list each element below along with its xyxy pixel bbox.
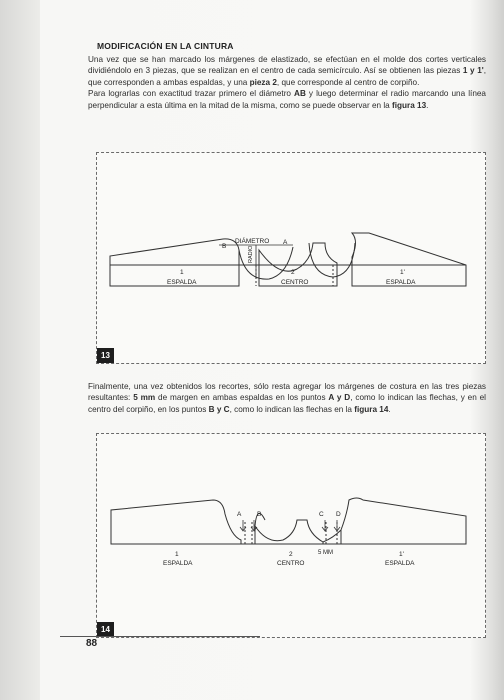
arrow-c bbox=[322, 520, 328, 531]
text: Finalmente, una vez obtenidos los recortes, sólo resta agregar los márgenes de costura en las tres piezas resultantes: bbox=[88, 382, 486, 403]
text-bold: B y C bbox=[208, 404, 230, 414]
arrow-a bbox=[240, 520, 246, 531]
label-radio: RADIO bbox=[248, 245, 254, 263]
text: , como lo indican las flechas en la bbox=[229, 404, 355, 414]
arrow-d bbox=[334, 520, 340, 531]
text: . bbox=[426, 100, 429, 110]
figure-13 bbox=[96, 152, 486, 364]
label-point-d: D bbox=[336, 511, 341, 518]
intro-paragraph bbox=[88, 54, 486, 111]
label-piece1-name: ESPALDA bbox=[163, 560, 193, 567]
text: y luego determinar el radio marcando una línea perpendicular a esta última en la mitad de la misma, como se puede observar en la bbox=[88, 89, 486, 110]
pattern-piece-espalda-left bbox=[111, 500, 241, 544]
label-piece3-name: ESPALDA bbox=[385, 560, 415, 567]
page-number: 88 bbox=[86, 638, 98, 649]
pattern-piece-centro bbox=[255, 520, 323, 544]
text-bold: figura 13 bbox=[392, 100, 427, 110]
footer-rule bbox=[60, 636, 260, 637]
text: , que corresponde al centro de corpiño. bbox=[276, 77, 420, 87]
book-spine bbox=[0, 0, 40, 700]
label-piece2-name: CENTRO bbox=[281, 279, 309, 286]
text-bold: figura 14 bbox=[354, 404, 389, 414]
text-bold: pieza 2 bbox=[249, 77, 277, 87]
text: , que corresponden a ambas espaldas, y una bbox=[88, 66, 486, 87]
text-bold: 5 mm bbox=[133, 393, 156, 403]
arrow-b bbox=[251, 520, 257, 531]
text-bold: 1 y 1' bbox=[462, 66, 484, 76]
figure-14 bbox=[96, 433, 486, 638]
label-piece2-num: 2 bbox=[289, 551, 293, 558]
label-piece1-num: 1 bbox=[180, 269, 184, 276]
pattern-piece-espalda-right bbox=[341, 498, 466, 544]
label-point-a: A bbox=[237, 511, 242, 518]
figure-14-number: 14 bbox=[97, 622, 114, 637]
label-piece3-num: 1' bbox=[400, 269, 405, 276]
figure-14-drawing bbox=[97, 434, 485, 637]
label-piece1-name: ESPALDA bbox=[167, 279, 197, 286]
text-bold: AB bbox=[294, 89, 306, 99]
section-heading: MODIFICACIÓN EN LA CINTURA bbox=[97, 41, 234, 51]
text: . bbox=[388, 404, 391, 414]
text: , como lo indican las flechas, y en el centro del corpiño, en los puntos bbox=[88, 393, 487, 414]
label-point-a: A bbox=[283, 239, 288, 246]
label-piece3-num: 1' bbox=[399, 551, 404, 558]
label-point-b: B bbox=[257, 511, 262, 518]
label-margin: 5 MM bbox=[318, 550, 333, 556]
figure-13-number: 13 bbox=[97, 348, 114, 363]
label-piece2-num: 2 bbox=[291, 269, 295, 276]
label-piece2-name: CENTRO bbox=[277, 560, 305, 567]
label-piece1-num: 1 bbox=[175, 551, 179, 558]
label-diametro: DIÁMETRO bbox=[235, 238, 270, 245]
text: Una vez que se han marcado los márgenes de elastizado, se efectúan en el molde dos cortes verticales dividiéndolo en 3 piezas, que se realizan en el centro de cada semicírculo. Así se obtienen las piezas bbox=[88, 55, 486, 76]
label-point-c: C bbox=[319, 511, 324, 518]
closing-paragraph bbox=[88, 381, 486, 415]
text-bold: A y D bbox=[328, 393, 351, 403]
text: de margen en ambas espaldas en los puntos bbox=[155, 393, 329, 403]
figure-13-drawing bbox=[97, 153, 485, 363]
text: Para lograrlas con exactitud trazar primero el diámetro bbox=[88, 89, 295, 99]
label-point-b: B bbox=[222, 243, 227, 250]
label-piece3-name: ESPALDA bbox=[386, 279, 416, 286]
